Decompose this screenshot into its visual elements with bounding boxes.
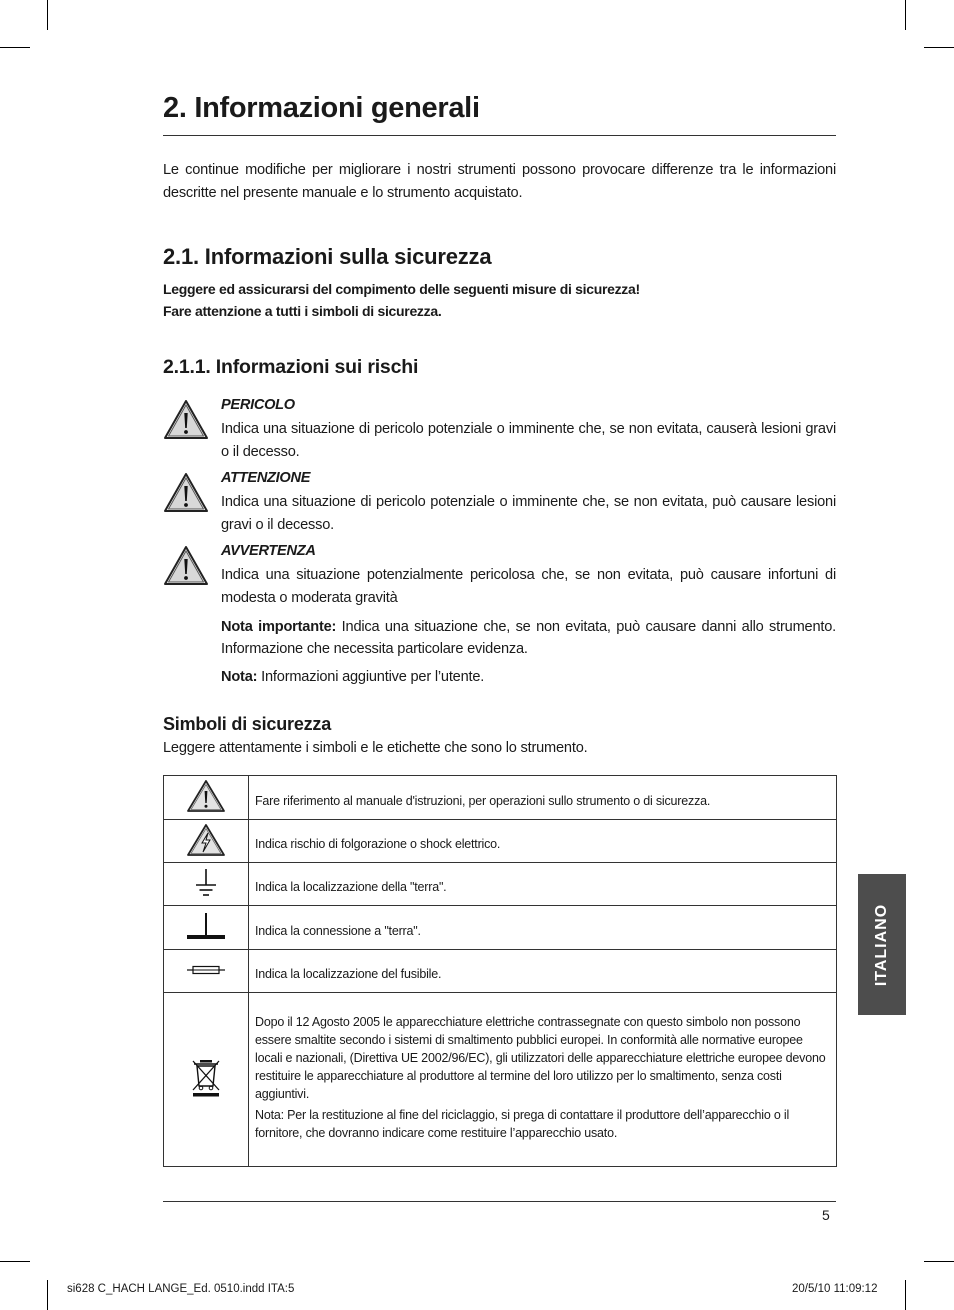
table-row	[164, 776, 837, 820]
weee-bin-icon	[189, 1058, 223, 1098]
risks-heading: 2.1.1. Informazioni sui rischi	[163, 356, 419, 378]
warning-triangle-icon	[163, 545, 209, 587]
page-title: 2. Informazioni generali	[163, 92, 480, 124]
fuse-icon	[186, 963, 226, 977]
crop-mark	[924, 47, 954, 48]
table-row	[164, 950, 837, 993]
page-number: 5	[822, 1207, 830, 1223]
table-row	[164, 863, 837, 906]
crop-mark	[905, 1280, 906, 1310]
weee-note-label: Nota	[255, 1108, 281, 1122]
crop-mark	[0, 47, 30, 48]
weee-note-text: : Per la restituzione al fine del riciclaggio, si prega di contattare il produttore dell’apparecchio o il fornitore, che dovranno indicare come restituire l’apparecchio usato.	[255, 1108, 790, 1140]
hazard-text: Indica una situazione potenzialmente pericolosa che, se non evitata, può causare infortuni di modesta o moderata gravità	[221, 567, 836, 606]
crop-mark	[905, 0, 906, 30]
electric-shock-icon	[186, 823, 226, 857]
important-note-label: Nota importante:	[221, 619, 337, 635]
language-side-tab	[858, 874, 906, 1015]
crop-mark	[47, 1280, 48, 1310]
symbol-description: Indica la localizzazione del fusibile.	[249, 950, 837, 993]
warning-triangle-icon	[163, 399, 209, 441]
symbol-description: Fare riferimento al manuale d'istruzioni, per operazioni sullo strumento o di sicurezza.	[249, 776, 837, 820]
ground-connection-icon	[184, 909, 228, 943]
weee-note	[255, 1106, 830, 1142]
symbols-heading: Simboli di sicurezza	[163, 714, 332, 734]
safety-heading: 2.1. Informazioni sulla sicurezza	[163, 244, 492, 269]
footer-rule	[163, 1201, 836, 1202]
note-text: Informazioni aggiuntive per l’utente.	[257, 669, 485, 685]
print-slug-file: si628 C_HACH LANGE_Ed. 0510.indd ITA:5	[67, 1283, 295, 1295]
hazard-heading: PERICOLO	[221, 397, 295, 413]
note	[221, 666, 836, 688]
table-row	[164, 906, 837, 950]
crop-mark	[924, 1261, 954, 1262]
safety-instruction: Fare attenzione a tutti i simboli di sicurezza.	[163, 303, 442, 319]
symbols-intro: Leggere attentamente i simboli e le etichette che sono lo strumento.	[163, 740, 588, 756]
earth-ground-icon	[191, 866, 221, 900]
weee-description	[249, 993, 837, 1167]
symbol-description: Indica rischio di folgorazione o shock elettrico.	[249, 820, 837, 863]
hazard-heading: AVVERTENZA	[221, 543, 316, 559]
note-label: Nota:	[221, 669, 258, 685]
symbols-table	[163, 775, 837, 1167]
intro-paragraph: Le continue modifiche per migliorare i nostri strumenti possono provocare differenze tra le informazioni descritte nel presente manuale e lo strumento acquistato.	[163, 162, 836, 201]
table-row	[164, 820, 837, 863]
safety-instruction: Leggere ed assicurarsi del compimento delle seguenti misure di sicurezza!	[163, 281, 640, 297]
crop-mark	[47, 0, 48, 30]
warning-triangle-icon	[163, 472, 209, 514]
language-tab-label: ITALIANO	[873, 903, 890, 986]
symbol-description: Indica la connessione a "terra".	[249, 906, 837, 950]
symbol-description: Indica la localizzazione della "terra".	[249, 863, 837, 906]
important-note-text: Indica una situazione che, se non evitata, può causare danni allo strumento. Informazione che necessita particolare evidenza.	[221, 619, 836, 657]
hazard-heading: ATTENZIONE	[221, 470, 311, 486]
title-rule	[163, 135, 836, 136]
hazard-text: Indica una situazione di pericolo potenziale o imminente che, se non evitata, causerà lesioni gravi o il decesso.	[221, 421, 836, 460]
weee-text: Dopo il 12 Agosto 2005 le apparecchiature elettriche contrassegnate con questo simbolo non possono essere smaltite secondo i sistemi di smaltimento pubblici europei. In conformità alle normative europee locali e nazionali, (Direttiva UE 2002/96/EC), gli utilizzatori delle apparecchiature elettriche europee devono restituire le apparecchiature al produttore al termine del loro utilizzo per lo smaltimento, senza costi aggiuntivi.	[255, 1015, 826, 1101]
crop-mark	[0, 1261, 30, 1262]
print-slug-date: 20/5/10 11:09:12	[792, 1283, 878, 1295]
warning-triangle-icon	[186, 779, 226, 813]
hazard-text: Indica una situazione di pericolo potenziale o imminente che, se non evitata, può causare lesioni gravi o il decesso.	[221, 494, 836, 533]
table-row	[164, 993, 837, 1167]
important-note	[221, 616, 836, 660]
